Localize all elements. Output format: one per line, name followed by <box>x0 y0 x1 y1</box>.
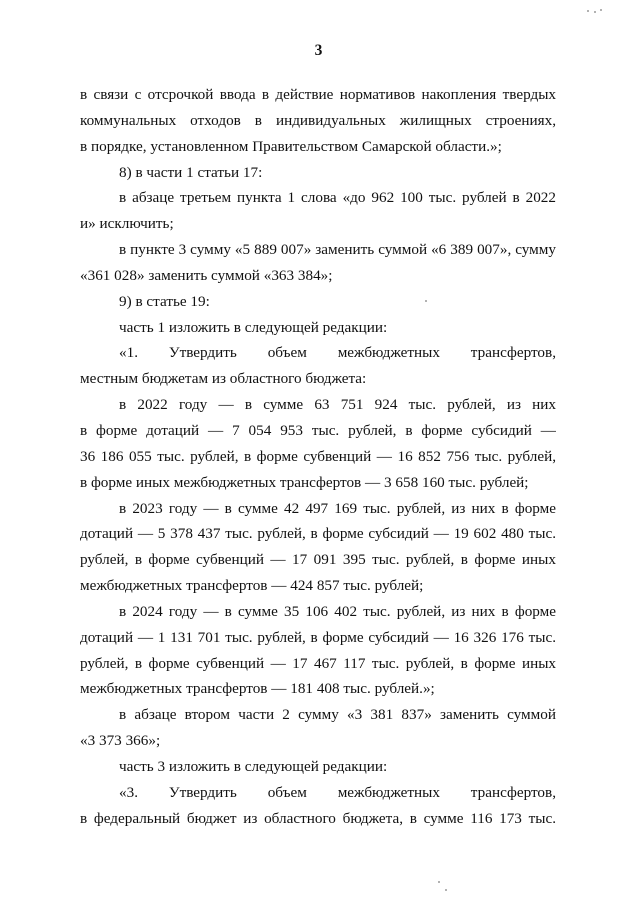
text-line: межбюджетных трансфертов — 424 857 тыс. рублей; <box>80 577 424 595</box>
text-line: рублей, в форме субвенций — 17 467 117 тыс. рублей, в форме иных <box>80 654 556 672</box>
text-line: рублей, в форме субвенций — 17 091 395 тыс. рублей, в форме иных <box>80 551 556 569</box>
scan-speck <box>438 881 440 883</box>
text-line: местным бюджетам из областного бюджета: <box>80 370 367 388</box>
text-line: в форме дотаций — 7 054 953 тыс. рублей, в форме субсидий — <box>80 421 556 439</box>
text-line: часть 3 изложить в следующей редакции: <box>119 757 388 775</box>
text-line: в порядке, установленном Правительством Самарской области.»; <box>80 137 502 155</box>
scan-speck <box>425 300 427 302</box>
scan-speck <box>594 11 596 13</box>
text-line: «3 373 366»; <box>80 732 161 750</box>
text-line: «361 028» заменить суммой «363 384»; <box>80 266 333 284</box>
text-line: 9) в статье 19: <box>119 292 210 310</box>
text-line: в 2022 году — в сумме 63 751 924 тыс. рублей, из них <box>119 396 556 414</box>
page-number: 3 <box>314 42 323 59</box>
scan-speck <box>600 9 602 11</box>
text-line: коммунальных отходов в индивидуальных жилищных строениях, <box>80 111 556 129</box>
text-line: часть 1 изложить в следующей редакции: <box>119 318 388 336</box>
text-line: в форме иных межбюджетных трансфертов — 3 658 160 тыс. рублей; <box>80 473 529 491</box>
text-line: в 2024 году — в сумме 35 106 402 тыс. рублей, из них в форме <box>119 602 556 620</box>
text-line: «1. Утвердить объем межбюджетных трансфертов, <box>119 344 556 362</box>
text-line: в абзаце втором части 2 сумму «3 381 837» заменить суммой <box>119 706 556 724</box>
scan-speck <box>445 889 447 891</box>
text-line: в 2023 году — в сумме 42 497 169 тыс. рублей, из них в форме <box>119 499 556 517</box>
scan-speck <box>587 10 589 12</box>
text-line: межбюджетных трансфертов — 181 408 тыс. рублей.»; <box>80 680 435 698</box>
text-line: в связи с отсрочкой ввода в действие нормативов накопления твердых <box>80 86 556 103</box>
text-line: и» исключить; <box>80 215 174 233</box>
text-line: дотаций — 5 378 437 тыс. рублей, в форме субсидий — 19 602 480 тыс. <box>80 525 556 543</box>
text-line: дотаций — 1 131 701 тыс. рублей, в форме субсидий — 16 326 176 тыс. <box>80 628 556 646</box>
text-line: в абзаце третьем пункта 1 слова «до 962 100 тыс. рублей в 2022 <box>119 189 556 207</box>
text-line: в пункте 3 сумму «5 889 007» заменить суммой «6 389 007», сумму <box>119 241 556 259</box>
text-line: в федеральный бюджет из областного бюджета, в сумме 116 173 тыс. <box>80 809 556 827</box>
text-line: 36 186 055 тыс. рублей, в форме субвенций — 16 852 756 тыс. рублей, <box>80 447 556 465</box>
document-body <box>80 82 556 831</box>
text-line: «3. Утвердить объем межбюджетных трансфертов, <box>119 783 556 801</box>
text-line: 8) в части 1 статьи 17: <box>119 163 263 181</box>
